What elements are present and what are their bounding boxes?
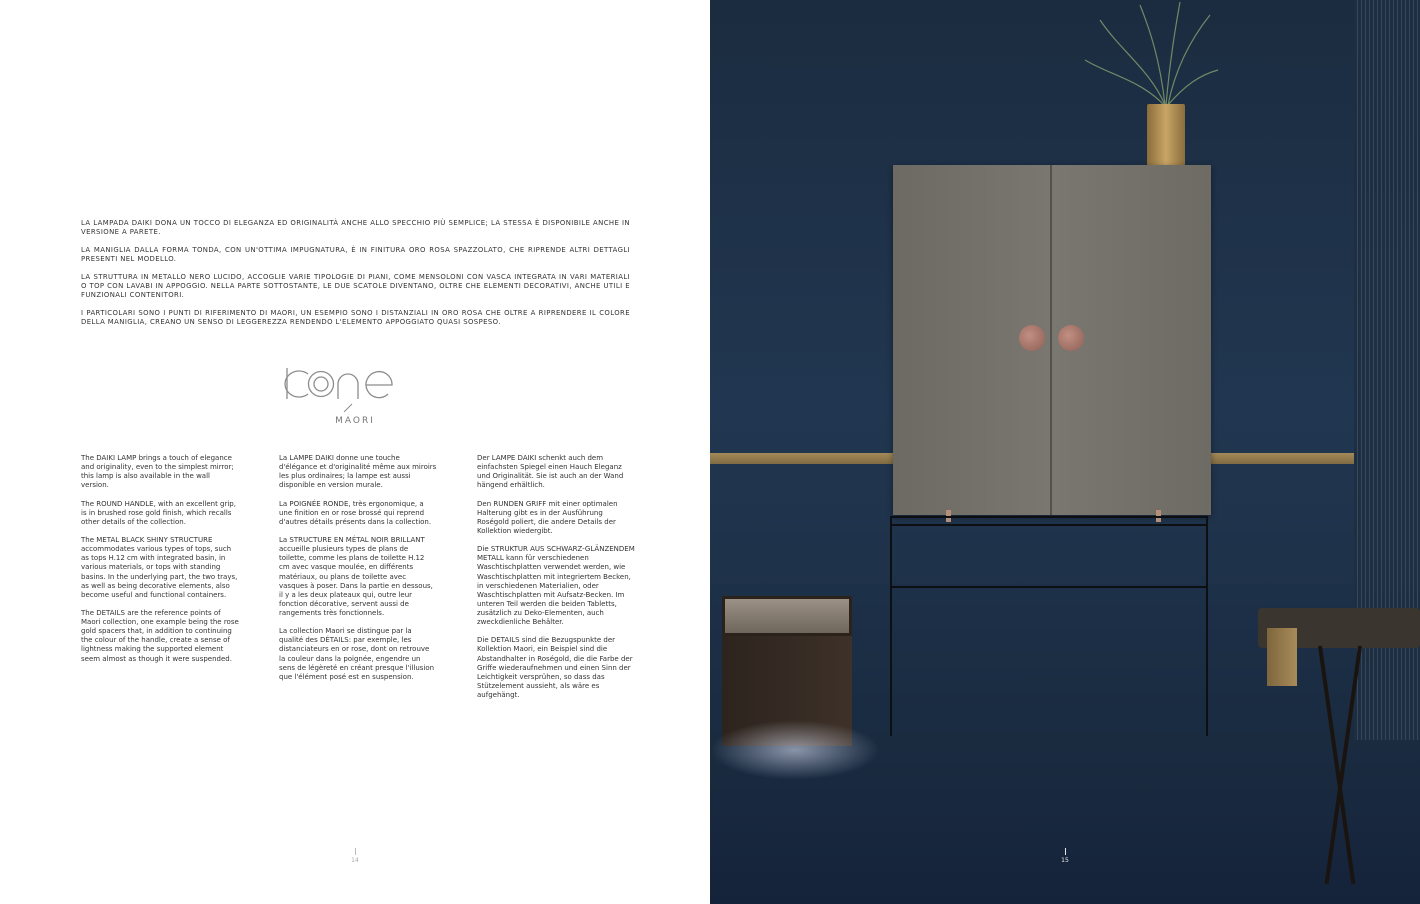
rose-gold-knob bbox=[1019, 325, 1045, 351]
french-paragraph: La POIGNÉE RONDE, très ergonomique, a une finition en or rose brossé qui reprend d'autres détails présents dans la collection. bbox=[279, 499, 432, 526]
page-number-text: 15 bbox=[1061, 857, 1069, 864]
intro-italian bbox=[81, 219, 630, 336]
english-paragraph: The DAIKI LAMP brings a touch of elegance and originality, even to the simplest mirror; this lamp is also available in the wall version. bbox=[81, 454, 234, 490]
icone-maori-logo bbox=[282, 362, 428, 434]
intro-paragraph: LA STRUTTURA IN METALLO NERO LUCIDO, ACCOGLIE VARIE TIPOLOGIE DI PIANI, COME MENSOLONI CON VASCA INTEGRATA IN VARI MATERIALI O TOP CON LAVABI IN APPOGGIO. NELLA PARTE SOTTOSTANTE, LE DUE SCATOLE DIVENTANO, OLTRE CHE ELEMENTI DECORATIVI, ANCHE UTILI E FUNZIONALI CONTENITORI. bbox=[81, 273, 630, 300]
stand-rail bbox=[892, 524, 1206, 526]
english-paragraph: The ROUND HANDLE, with an excellent grip, is in brushed rose gold finish, which recalls other details of the collection. bbox=[81, 499, 236, 526]
intro-paragraph: LA MANIGLIA DALLA FORMA TONDA, CON UN'OTTIMA IMPUGNATURA, È IN FINITURA ORO ROSA SPAZZOLATO, CHE RIPRENDE ALTRI DETTAGLI PRESENTI NEL MODELLO. bbox=[81, 246, 630, 264]
german-paragraph: Die DETAILS sind die Bezugspunkte der Kollektion Maori, ein Beispiel sind die Abstandhalter in Roségold, die die Farbe der Griffe wiederaufnehmen und einen Sinn der Leichtigkeit versprühen, so dass das Stützelement aussieht, als wäre es aufgehängt. bbox=[477, 636, 633, 700]
english-column bbox=[81, 454, 239, 673]
plant-illustration bbox=[1080, 0, 1220, 110]
photo-page bbox=[710, 0, 1420, 904]
intro-paragraph: LA LAMPADA DAIKI DONA UN TOCCO DI ELEGANZA ED ORIGINALITÀ ANCHE ALLO SPECCHIO PIÙ SEMPLICE; LA STESSA È DISPONIBILE ANCHE IN VERSIONE A PARETE. bbox=[81, 219, 630, 237]
english-paragraph: The DETAILS are the reference points of Maori collection, one example being the rose gold spacers that, in addition to continuing the colour of the handle, create a sense of lightness making the supported element seem almost as though it were suspended. bbox=[81, 608, 239, 663]
gold-wall-strip bbox=[1210, 453, 1354, 464]
english-paragraph: The METAL BLACK SHINY STRUCTURE accommodates various types of tops, such as tops H.12 cm with integrated basin, in various materials, or tops with standing basins. In the underlying part, the two trays, as well as being decorative elements, also become useful and functional containers. bbox=[81, 535, 238, 599]
german-column bbox=[477, 454, 635, 709]
page-number-right bbox=[1055, 848, 1075, 864]
metal-stand bbox=[890, 516, 1208, 736]
floor-glow bbox=[710, 720, 880, 780]
cabinet bbox=[893, 165, 1211, 515]
page-number-divider bbox=[355, 848, 356, 855]
stand-rail bbox=[892, 586, 1206, 588]
gold-tassel bbox=[1267, 628, 1297, 686]
cabinet-door-split bbox=[1050, 165, 1052, 515]
gold-wall-strip bbox=[710, 453, 895, 464]
interior-photo bbox=[710, 0, 1420, 904]
storage-cube-tray bbox=[722, 596, 852, 636]
icone-wordmark-logo bbox=[282, 362, 428, 412]
intro-paragraph: I PARTICOLARI SONO I PUNTI DI RIFERIMENTO DI MAORI, UN ESEMPIO SONO I DISTANZIALI IN ORO ROSA CHE OLTRE A RIPRENDERE IL COLORE DELLA MANIGLIA, CREANO UN SENSO DI LEGGEREZZA RENDENDO L'ELEMENTO APPOGGIATO QUASI SOSPESO. bbox=[81, 309, 630, 327]
german-paragraph: Der LAMPE DAIKI schenkt auch dem einfachsten Spiegel einen Hauch Eleganz und Originalität. Sie ist auch an der Wand hängend erhältlich. bbox=[477, 454, 624, 490]
rose-gold-knob bbox=[1058, 325, 1084, 351]
german-paragraph: Die STRUKTUR AUS SCHWARZ-GLÄNZENDEM METALL kann für verschiedenen Waschtischplatten verwendet werden, wie Waschtischplatten mit integriertem Becken, in verschiedenen Materialien, oder Waschtischplatten mit Aufsatz-Becken. Im unteren Teil werden die beiden Tabletts, zusätzlich zu Deko-Elementen, auch zweckdienliche Behälter. bbox=[477, 545, 635, 627]
french-paragraph: La LAMPE DAIKI donne une touche d'élégance et d'originalité même aux miroirs les plus ordinaires; la lampe est aussi disponible en version murale. bbox=[279, 454, 437, 490]
french-paragraph: La STRUCTURE EN MÉTAL NOIR BRILLANT accueille plusieurs types de plans de toilette, comme les plans de toilette H.12 cm avec vasque moulée, en différents matériaux, ou plans de toilette avec vasques à poser. Dans la partie en dessous, il y a les deux plateaux qui, outre leur fonction décorative, servent aussi de rangements très fonctionnels. bbox=[279, 535, 433, 618]
brass-vase bbox=[1147, 104, 1185, 166]
french-column bbox=[279, 454, 437, 691]
french-paragraph: La collection Maori se distingue par la qualité des DÉTAILS: par exemple, les distanciateurs en or rose, dont on retrouve la couleur dans la poignée, engendre un sens de légèreté en créant presque l'illusion que l'élément posé est en suspension. bbox=[279, 627, 435, 681]
logo-collection-name: MAORI bbox=[335, 416, 375, 426]
page-number-text: 14 bbox=[351, 857, 359, 864]
page-number-left bbox=[345, 848, 365, 864]
german-paragraph: Den RUNDEN GRIFF mit einer optimalen Halterung gibt es in der Ausführung Roségold poliert, die andere Details der Kollektion wiedergibt. bbox=[477, 499, 618, 535]
page-number-divider bbox=[1065, 848, 1066, 855]
